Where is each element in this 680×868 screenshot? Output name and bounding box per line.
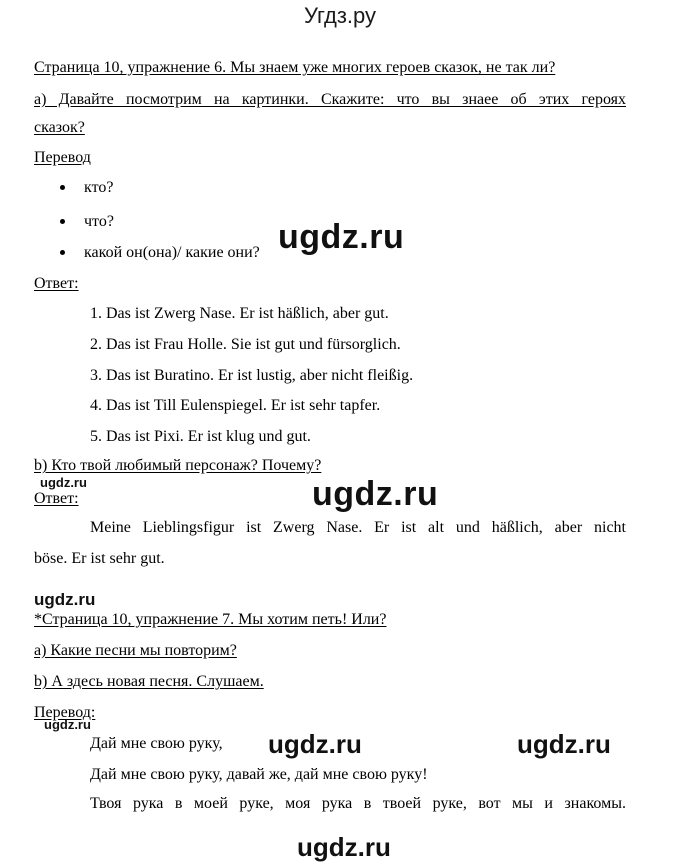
exercise-6-task-a-line-1: а) Давайте посмотрим на картинки. Скажите: что вы знаее об этих героях	[34, 91, 626, 108]
list-item-text: какой он(она)/ какие они?	[84, 244, 260, 261]
answer-label: Ответ:	[34, 275, 79, 292]
site-title: Угдз.ру	[303, 3, 377, 28]
watermark: ugdz.ru	[297, 832, 391, 862]
answer-b-line-2: böse. Er ist sehr gut.	[34, 550, 165, 567]
list-item	[84, 243, 260, 263]
song-line: Дай мне свою руку, давай же, дай мне свою руку!	[90, 766, 428, 783]
list-item	[84, 178, 113, 198]
exercise-6-title: Страница 10, упражнение 6. Мы знаем уже многих героев сказок, не так ли?	[34, 59, 556, 76]
answer-b-line-1: Meine Lieblingsfigur ist Zwerg Nase. Er ist alt und häßlich, aber nicht	[90, 519, 626, 536]
exercise-7-translation-label: Перевод:	[34, 704, 96, 721]
bullet-icon	[60, 250, 65, 255]
answer-line: 3. Das ist Buratino. Er ist lustig, aber nicht fleißig.	[90, 367, 414, 384]
song-line: Твоя рука в моей руке, моя рука в твоей руке, вот мы и знакомы.	[90, 795, 626, 812]
exercise-6-task-b: b) Кто твой любимый персонаж? Почему?	[34, 457, 322, 474]
exercise-7-title: *Страница 10, упражнение 7. Мы хотим петь! Или?	[34, 611, 387, 628]
answer-line: 1. Das ist Zwerg Nase. Er ist häßlich, aber gut.	[90, 305, 389, 322]
exercise-7-task-b: b) А здесь новая песня. Слушаем.	[34, 673, 264, 690]
watermark: ugdz.ru	[34, 590, 96, 609]
exercise-7-task-a: а) Какие песни мы повторим?	[34, 642, 237, 659]
answer-line: 5. Das ist Pixi. Er ist klug und gut.	[90, 428, 311, 445]
bullet-icon	[60, 185, 65, 190]
list-item	[84, 212, 114, 232]
list-item-text: что?	[84, 213, 114, 230]
watermark: ugdz.ru	[44, 717, 91, 732]
list-item-text: кто?	[84, 179, 114, 196]
exercise-6-task-a-line-2: сказок?	[34, 119, 85, 136]
answer-line: 2. Das ist Frau Holle. Sie ist gut und fürsorglich.	[90, 336, 401, 353]
song-line: Дай мне свою руку,	[90, 735, 223, 752]
bullet-icon	[60, 219, 65, 224]
answer-line: 4. Das ist Till Eulenspiegel. Er ist sehr tapfer.	[90, 397, 381, 414]
watermark: ugdz.ru	[517, 729, 611, 759]
watermark: ugdz.ru	[268, 729, 362, 759]
translation-label: Перевод	[34, 149, 91, 166]
watermark: ugdz.ru	[278, 218, 405, 256]
answer-b-label: Ответ:	[34, 490, 79, 507]
watermark: ugdz.ru	[312, 475, 439, 513]
watermark: ugdz.ru	[40, 475, 87, 490]
